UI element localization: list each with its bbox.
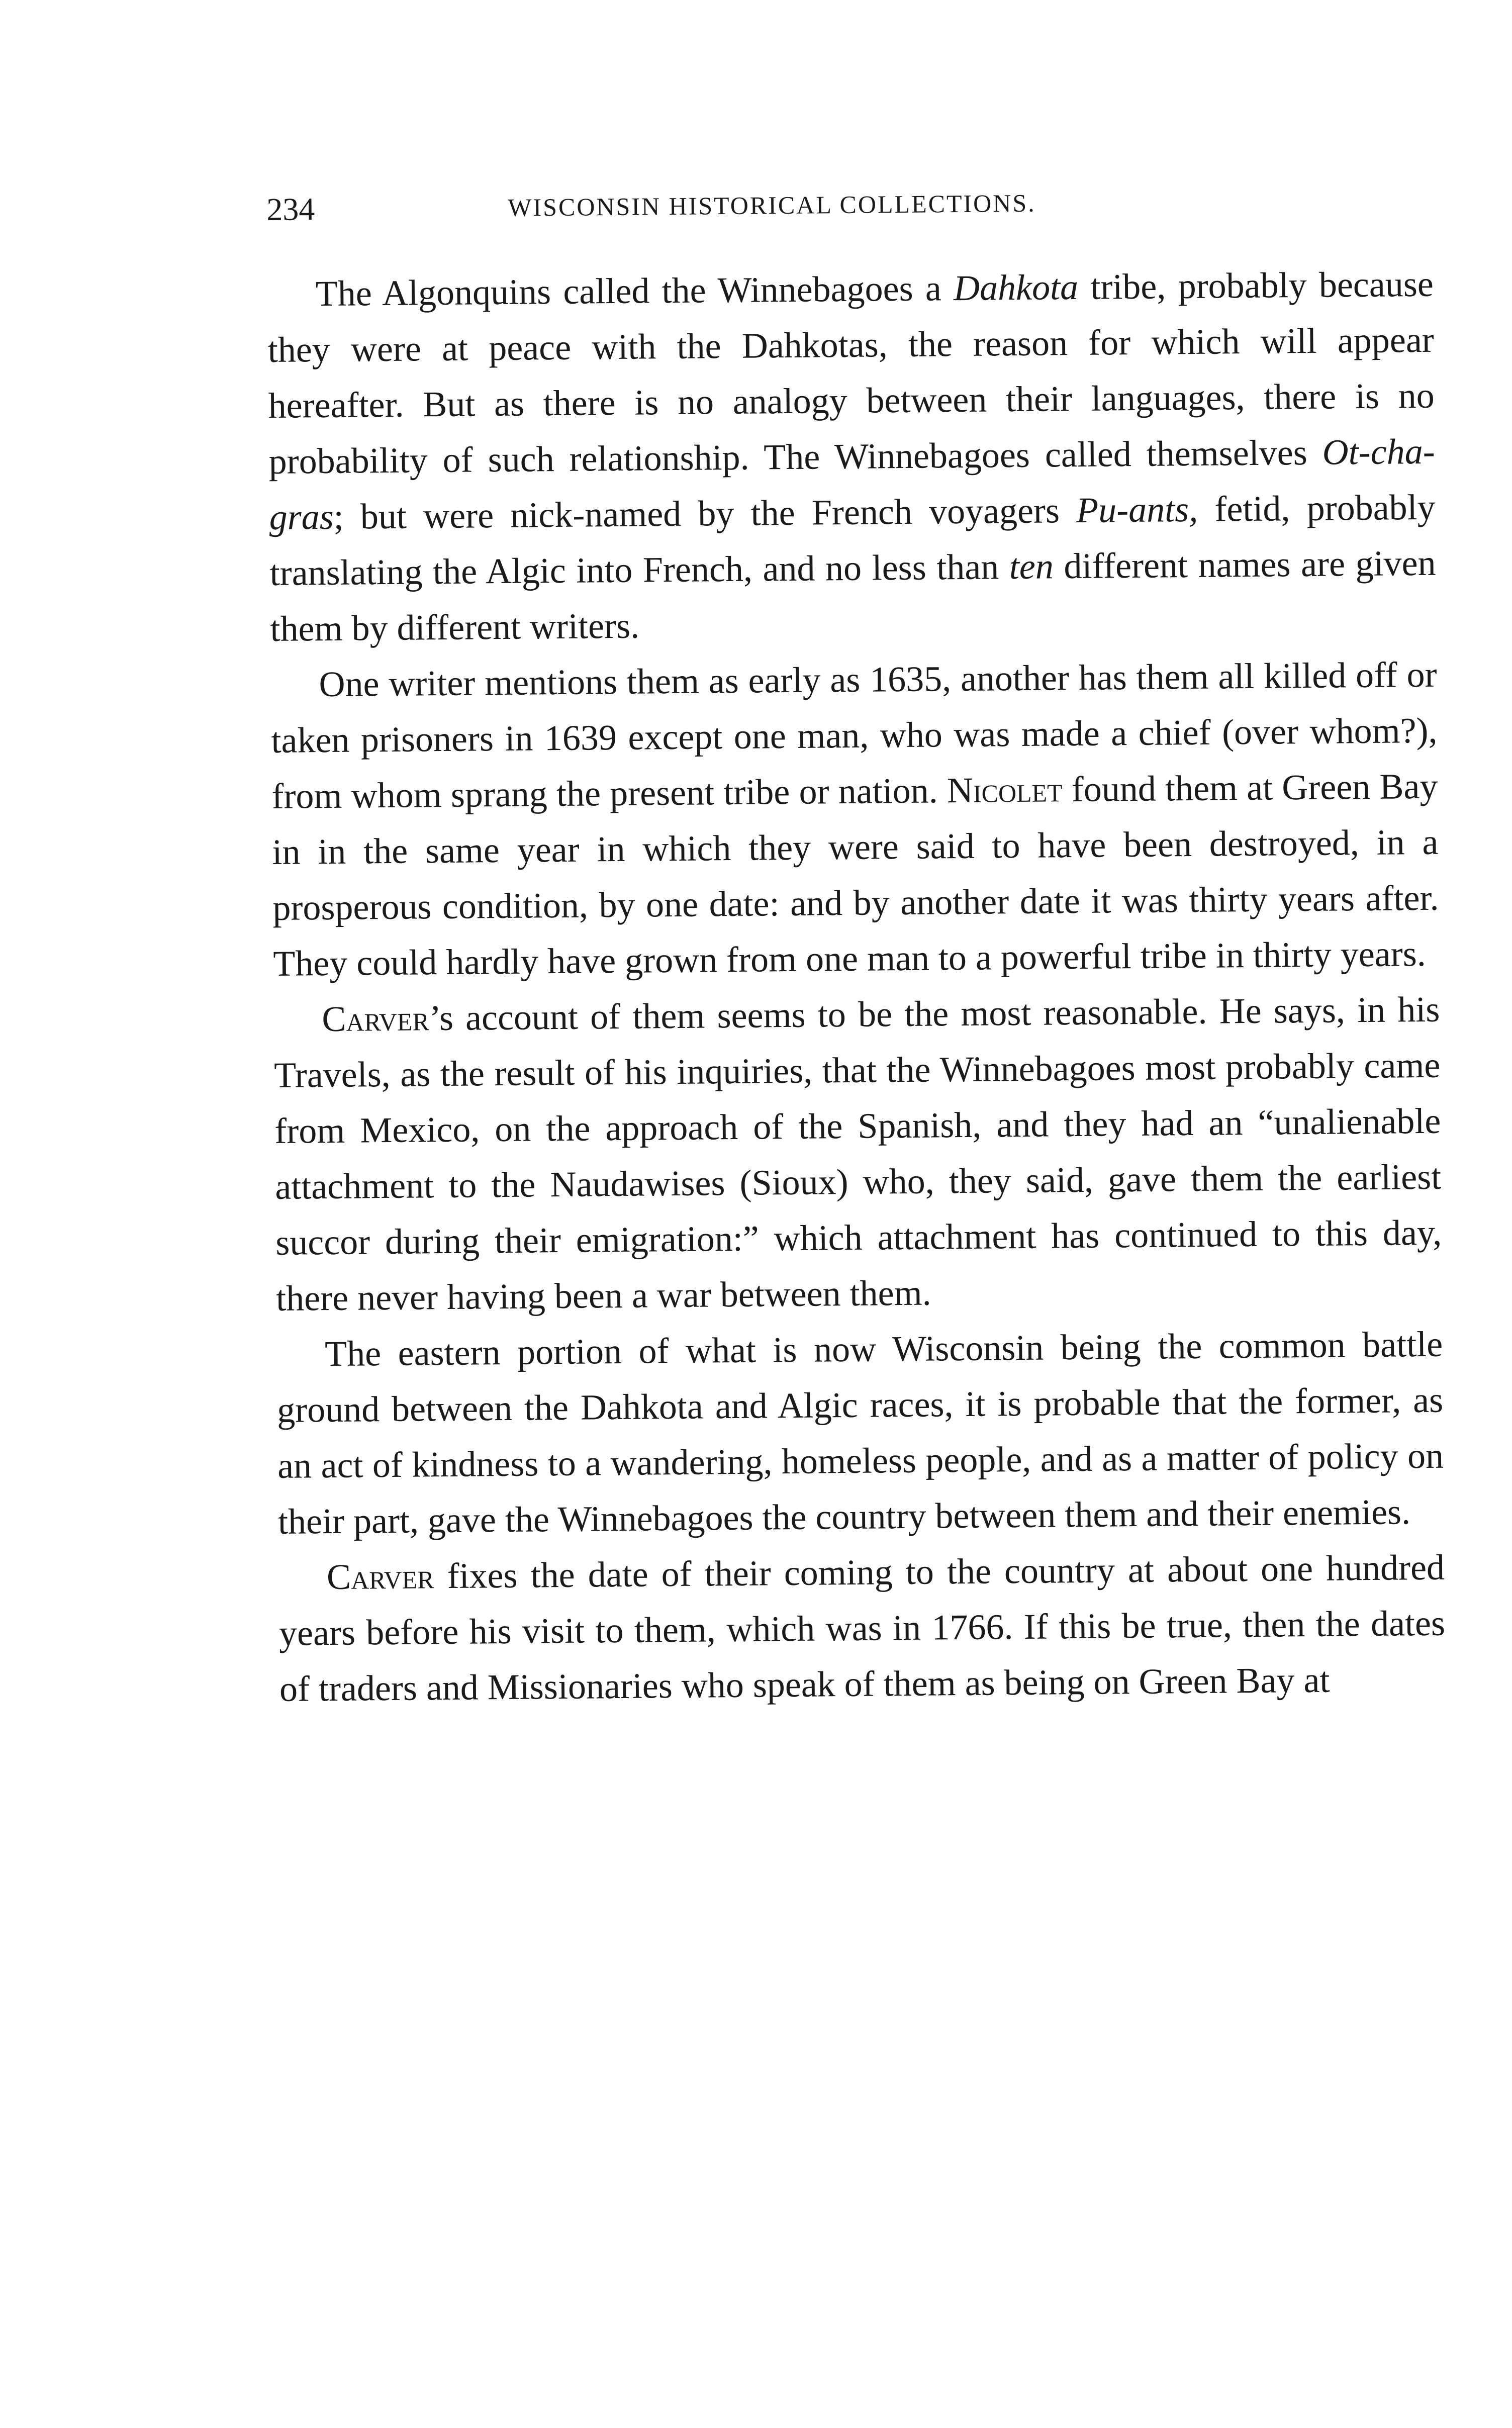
italic-term-pu-ants: Pu-ants,	[1076, 489, 1198, 530]
text-segment: fetid, probably translating the Algic into French, and no less than	[269, 487, 1436, 593]
text-segment: found them at Green Bay in in the same year in which they were said to have been destroyed, in a prosperous condition, by one date: and by another date it was thirty years after. They could hardly have grown from one man to a powerful tribe in thirty years.	[272, 766, 1439, 984]
paragraph-3	[273, 982, 1443, 1327]
running-head-title: WISCONSIN HISTORICAL COLLECTIONS.	[508, 189, 1036, 222]
text-segment: fixes the date of their coming to the country at about one hundred years before his visit to them, which was in 1766. If this be true, then the dates of traders and Missionaries who speak of them as being on Green Bay at	[278, 1547, 1446, 1709]
paragraph-2	[270, 647, 1440, 992]
smallcaps-name-carver: Carver	[322, 998, 430, 1040]
text-segment: ; but were nick-named by the French voyagers	[333, 490, 1077, 537]
paragraph-4	[276, 1317, 1445, 1550]
body-text	[267, 256, 1446, 1717]
italic-term-dahkota: Dahkota	[953, 266, 1079, 309]
smallcaps-name-carver: Carver	[326, 1556, 434, 1598]
smallcaps-name-nicolet: Nicolet	[947, 769, 1063, 811]
text-segment: different names are given them by different writers.	[270, 542, 1436, 649]
text-segment: One writer mentions them as early as 1635, another has them all killed off or taken prisoners in 1639 except one man, who was made a chief (over whom?), from whom sprang the present tribe or nation.	[271, 654, 1438, 816]
running-head	[266, 181, 1433, 246]
paragraph-5	[278, 1540, 1446, 1717]
paragraph-1	[267, 256, 1437, 657]
italic-term-ten: ten	[1009, 546, 1054, 587]
text-segment: tribe, probably because they were at peace with the Dahkotas, the reason for which will appear hereafter. But as there is no analogy between their languages, there is no probability of such relationship. The Winnebagoes called themselves	[267, 263, 1435, 482]
page-number: 234	[266, 191, 315, 227]
text-segment: The eastern portion of what is now Wisconsin being the common battle ground between the Dahkota and Algic races, it is probable that the former, as an act of kindness to a wandering, homeless people, and as a matter of policy on their part, gave the Winnebagoes the country between them and their enemies.	[276, 1324, 1444, 1542]
text-segment: The Algonquins called the Winnebagoes a	[315, 268, 954, 314]
book-page	[266, 181, 1446, 1717]
italic-term-ot-cha-gras: Ot-cha-gras	[269, 431, 1435, 537]
text-segment: ’s account of them seems to be the most reasonable. He says, in his Travels, as the result of his inquiries, that the Winnebagoes most probably came from Mexico, on the approach of the Spanish, and they had an “unalienable attachment to the Naudawises (Sioux) who, they said, gave them the earliest succor during their emigration:” which attachment has continued to this day, there never having been a war between them.	[274, 989, 1442, 1319]
